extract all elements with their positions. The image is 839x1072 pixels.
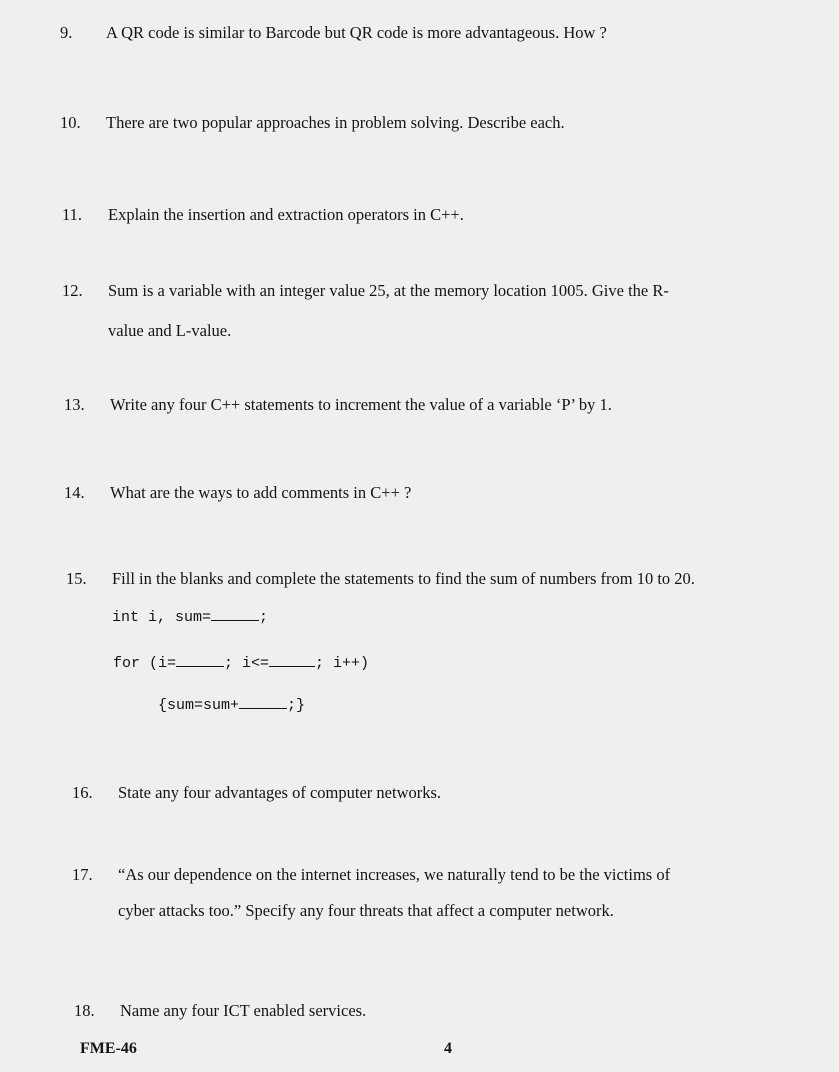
fill-blank — [211, 606, 259, 621]
question-text-continued: cyber attacks too.” Specify any four threats that affect a computer network. — [118, 900, 614, 920]
fill-blank — [269, 652, 315, 667]
question-text: There are two popular approaches in problem solving. Describe each. — [106, 113, 565, 132]
question-number: 11. — [62, 205, 83, 224]
question-number: 12. — [62, 281, 83, 300]
question-text: A QR code is similar to Barcode but QR code is more advantageous. How ? — [106, 23, 607, 42]
question-11 — [62, 202, 464, 228]
code-line-2 — [113, 652, 369, 672]
question-text-continued: value and L-value. — [108, 320, 232, 340]
question-15 — [66, 566, 695, 592]
question-number: 15. — [66, 569, 87, 588]
question-text: Explain the insertion and extraction operators in C++. — [108, 205, 464, 224]
question-18 — [74, 998, 366, 1024]
question-text: Sum is a variable with an integer value 25, at the memory location 1005. Give the R- — [108, 281, 669, 300]
code-text: ; i<= — [224, 655, 270, 672]
question-16 — [72, 780, 441, 806]
question-number: 14. — [64, 483, 85, 502]
code-text: ; i++) — [315, 655, 370, 672]
code-line-1 — [112, 606, 268, 626]
question-number: 16. — [72, 783, 93, 802]
code-line-3 — [158, 694, 305, 714]
question-number: 13. — [64, 395, 85, 414]
question-number: 17. — [72, 865, 93, 884]
question-text: Write any four C++ statements to increment the value of a variable ‘P’ by 1. — [110, 395, 612, 414]
fill-blank — [176, 652, 224, 667]
question-14 — [64, 480, 411, 506]
question-17 — [72, 862, 832, 923]
question-12 — [62, 278, 669, 343]
code-text: for (i= — [113, 655, 177, 672]
question-9 — [60, 20, 607, 46]
code-text: ; — [259, 609, 269, 626]
question-10 — [60, 110, 565, 136]
question-number: 10. — [60, 113, 81, 132]
code-text: {sum=sum+ — [158, 697, 240, 714]
question-text: “As our dependence on the internet increases, we naturally tend to be the victims of — [118, 865, 671, 884]
fill-blank — [239, 694, 287, 709]
code-text: int i, sum= — [112, 609, 212, 626]
question-13 — [64, 392, 612, 418]
question-number: 9. — [60, 23, 73, 42]
question-number: 18. — [74, 1001, 95, 1020]
question-text: Name any four ICT enabled services. — [120, 1001, 367, 1020]
page-number: 4 — [444, 1040, 452, 1057]
code-text: ;} — [287, 697, 306, 714]
question-text: Fill in the blanks and complete the statements to find the sum of numbers from 10 to 20. — [112, 569, 695, 588]
paper-code: FME-46 — [80, 1040, 137, 1057]
question-text: What are the ways to add comments in C++ ? — [110, 483, 412, 502]
question-text: State any four advantages of computer networks. — [118, 783, 442, 802]
